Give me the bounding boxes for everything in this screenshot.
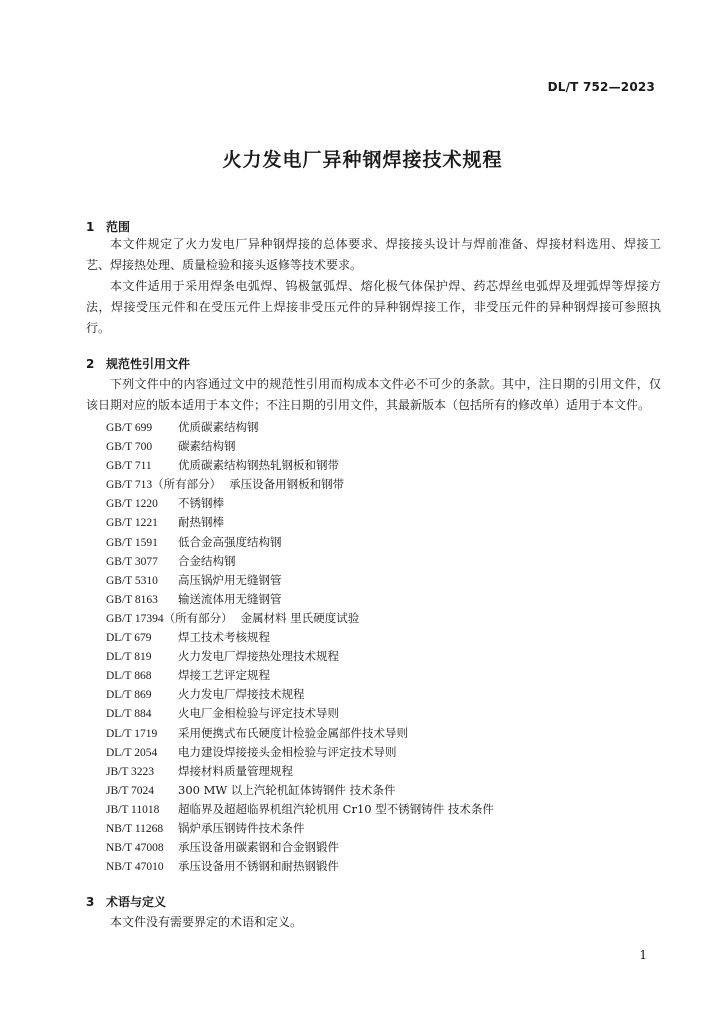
reference-name: 耐热钢棒 — [178, 515, 224, 530]
section-3-heading — [86, 893, 166, 910]
reference-code: NB/T 11268 — [106, 822, 164, 835]
reference-code: DL/T 679 — [106, 632, 152, 645]
reference-code: DL/T 868 — [106, 670, 152, 683]
reference-code: GB/T 8163 — [106, 593, 158, 606]
reference-name: 电力建设焊接接头金相检验与评定技术导则 — [178, 744, 397, 759]
reference-item — [106, 609, 494, 628]
section-number: 2 — [86, 357, 95, 371]
reference-name: 焊工技术考核规程 — [178, 630, 270, 645]
section-number: 3 — [86, 895, 95, 909]
reference-code: GB/T 1591 — [106, 536, 158, 549]
reference-item — [106, 513, 494, 532]
normative-references-list — [106, 418, 494, 876]
reference-code: DL/T 1719 — [106, 727, 158, 740]
reference-code: GB/T 711 — [106, 460, 152, 473]
reference-name: 采用便携式布氏硬度计检验金属部件技术导则 — [178, 725, 408, 740]
section-1-heading — [86, 218, 130, 235]
section-2-paragraph-1: 下列文件中的内容通过文中的规范性引用而构成本文件必不可少的条款。其中，注日期的引用文件，仅该日期对应的版本适用于本文件；不注日期的引用文件，其最新版本（包括所有的修改单）适用于本文件。 — [86, 377, 661, 412]
reference-code: DL/T 2054 — [106, 746, 158, 759]
reference-item — [106, 781, 494, 800]
section-2-heading — [86, 355, 190, 372]
reference-name: 火电厂金相检验与评定技术导则 — [178, 706, 339, 721]
reference-code: GB/T 713（所有部分） — [106, 479, 222, 492]
reference-item — [106, 685, 494, 704]
reference-code: DL/T 869 — [106, 689, 152, 702]
reference-item — [106, 418, 494, 437]
reference-item — [106, 857, 494, 876]
reference-name: 低合金高强度结构钢 — [178, 534, 282, 549]
reference-item — [106, 704, 494, 723]
reference-item — [106, 762, 494, 781]
reference-item — [106, 647, 494, 666]
reference-name: 高压锅炉用无缝钢管 — [178, 572, 282, 587]
reference-item — [106, 456, 494, 475]
reference-name: 焊接工艺评定规程 — [178, 668, 270, 683]
reference-code: JB/T 11018 — [106, 803, 160, 816]
reference-item — [106, 743, 494, 762]
reference-item — [106, 571, 494, 590]
document-code: DL/T 752—2023 — [547, 80, 655, 94]
reference-name: 承压设备用不锈钢和耐热钢锻件 — [178, 859, 339, 874]
reference-code: NB/T 47010 — [106, 861, 164, 874]
section-title: 范围 — [106, 220, 131, 234]
reference-item — [106, 628, 494, 647]
reference-code: GB/T 699 — [106, 422, 153, 434]
reference-code: GB/T 3077 — [106, 555, 158, 568]
reference-item — [106, 552, 494, 571]
reference-item — [106, 494, 494, 513]
section-1-paragraph-1: 本文件规定了火力发电厂异种钢焊接的总体要求、焊接接头设计与焊前准备、焊接材料选用、焊接工艺、焊接热处理、质量检验和接头返修等技术要求。 — [86, 237, 661, 272]
reference-name: 承压设备用钢板和钢带 — [229, 477, 345, 492]
reference-name: 金属材料 里氏硬度试验 — [240, 610, 360, 625]
reference-item — [106, 819, 494, 838]
reference-name: 火力发电厂焊接技术规程 — [178, 687, 305, 702]
reference-item — [106, 800, 494, 819]
reference-name: 承压设备用碳素钢和合金钢锻件 — [178, 840, 339, 855]
reference-code: GB/T 700 — [106, 441, 153, 454]
section-1-paragraph-2: 本文件适用于采用焊条电弧焊、钨极氩弧焊、熔化极气体保护焊、药芯焊丝电弧焊及埋弧焊等焊接方法，焊接受压元件和在受压元件上焊接非受压元件的异种钢焊接工作，非受压元件的异种钢焊接可参照执行。 — [86, 279, 661, 335]
reference-item — [106, 838, 494, 857]
reference-name: 不锈钢棒 — [178, 496, 224, 511]
section-3-paragraph-1: 本文件没有需要界定的术语和定义。 — [110, 915, 303, 929]
reference-code: GB/T 5310 — [106, 574, 158, 587]
reference-code: GB/T 1220 — [106, 498, 158, 511]
reference-name: 超临界及超超临界机组汽轮机用 Cr10 型不锈钢铸件 技术条件 — [178, 801, 494, 816]
reference-code: GB/T 1221 — [106, 517, 158, 530]
reference-name: 火力发电厂焊接热处理技术规程 — [178, 649, 339, 664]
reference-code: NB/T 47008 — [106, 842, 164, 855]
reference-code: JB/T 3223 — [106, 765, 155, 778]
reference-item — [106, 533, 494, 552]
reference-name: 输送流体用无缝钢管 — [178, 591, 282, 606]
reference-name: 焊接材料质量管理规程 — [178, 763, 293, 778]
reference-code: DL/T 819 — [106, 651, 152, 664]
reference-name: 合金结构钢 — [178, 553, 236, 568]
document-title: 火力发电厂异种钢焊接技术规程 — [222, 149, 503, 171]
reference-name: 优质碳素结构钢 — [178, 420, 259, 434]
page-number: 1 — [639, 948, 647, 962]
reference-item — [106, 724, 494, 743]
reference-name: 300 MW 以上汽轮机缸体铸钢件 技术条件 — [178, 782, 396, 797]
reference-code: DL/T 884 — [106, 708, 152, 721]
reference-name: 碳素结构钢 — [178, 439, 236, 454]
section-number: 1 — [86, 220, 95, 234]
reference-name: 优质碳素结构钢热轧钢板和钢带 — [178, 458, 339, 473]
reference-item — [106, 475, 494, 494]
section-title: 术语与定义 — [106, 895, 167, 909]
reference-code: GB/T 17394（所有部分） — [106, 612, 233, 625]
reference-item — [106, 666, 494, 685]
reference-item — [106, 590, 494, 609]
reference-item — [106, 437, 494, 456]
reference-code: JB/T 7024 — [106, 784, 155, 797]
section-title: 规范性引用文件 — [106, 357, 191, 371]
reference-name: 锅炉承压钢铸件技术条件 — [178, 820, 305, 835]
